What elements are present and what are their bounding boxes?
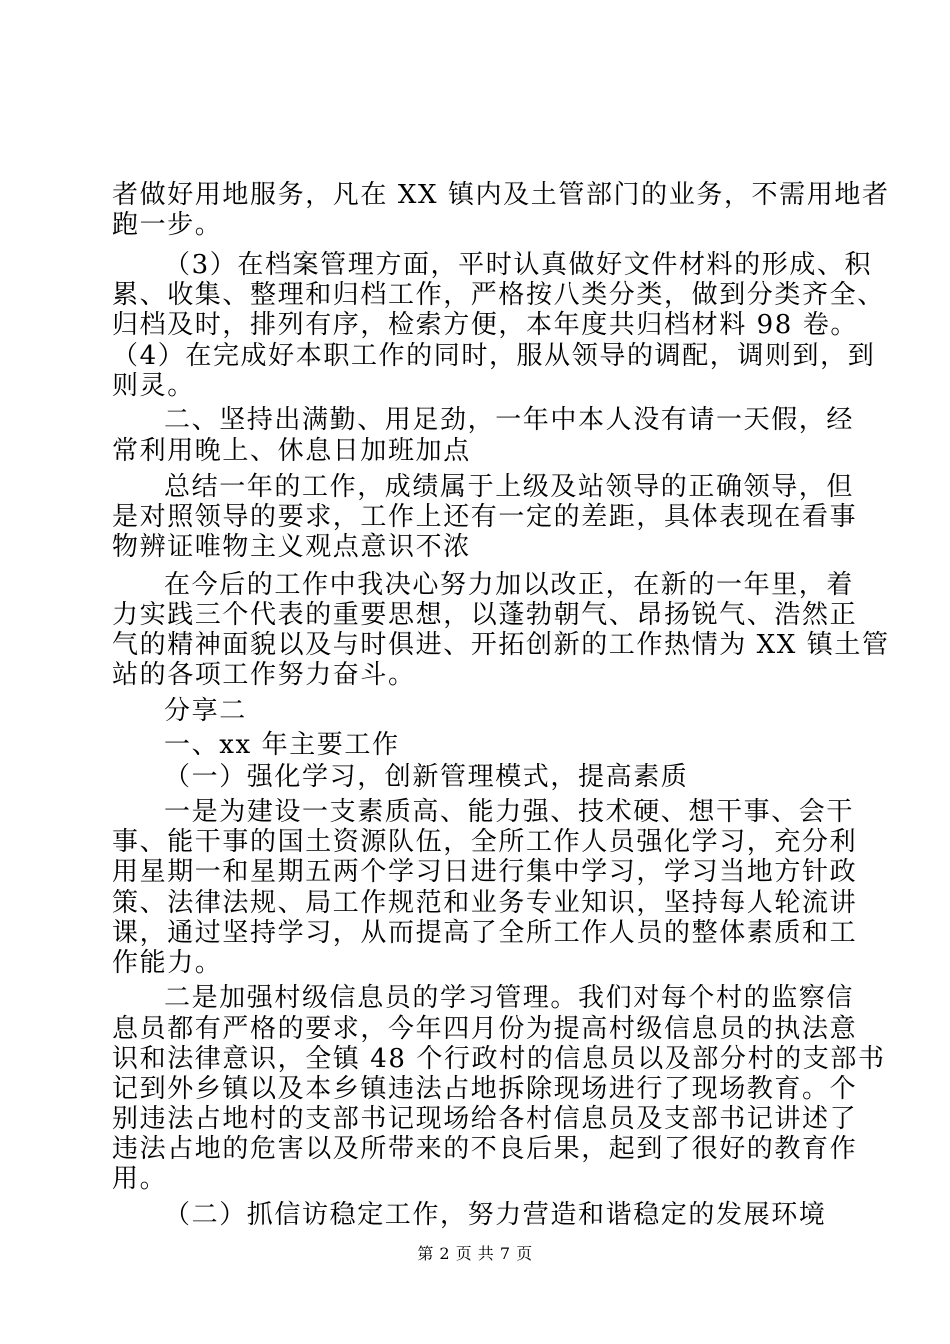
text-line: 一是为建设一支素质高、能力强、技术硬、想干事、会干 [164, 796, 855, 827]
text-line: 分享二 [164, 695, 247, 726]
text-line: 识和法律意识，全镇 48 个行政村的信息员以及部分村的支部书 [112, 1043, 886, 1074]
text-line: 站的各项工作努力奋斗。 [112, 660, 416, 691]
text-line: 常利用晚上、休息日加班加点 [112, 435, 471, 466]
page-number-footer: 第 2 页 共 7 页 [417, 1244, 533, 1263]
text-line: 违法占地的危害以及所带来的不良后果，起到了很好的教育作 [112, 1134, 858, 1165]
text-line: 记到外乡镇以及本乡镇违法占地拆除现场进行了现场教育。个 [112, 1073, 858, 1104]
text-line: 别违法占地村的支部书记现场给各村信息员及支部书记讲述了 [112, 1104, 858, 1135]
text-line: 则灵。 [112, 370, 195, 401]
text-line: 物辨证唯物主义观点意识不浓 [112, 532, 471, 563]
text-line: 策、法律法规、局工作规范和业务专业知识，坚持每人轮流讲 [112, 887, 858, 918]
text-line: （3）在档案管理方面，平时认真做好文件材料的形成、积 [164, 250, 873, 281]
text-line: 跑一步。 [112, 210, 223, 241]
text-line: 在今后的工作中我决心努力加以改正，在新的一年里，着 [164, 569, 855, 600]
text-line: 作能力。 [112, 947, 223, 978]
text-line: 课，通过坚持学习，从而提高了全所工作人员的整体素质和工 [112, 917, 858, 948]
text-line: 二、坚持出满勤、用足劲，一年中本人没有请一天假，经 [164, 405, 855, 436]
text-line: 事、能干事的国土资源队伍，全所工作人员强化学习，充分利 [112, 827, 858, 858]
text-line: 归档及时，排列有序，检索方便，本年度共归档材料 98 卷。 [112, 310, 859, 341]
text-line: 二是加强村级信息员的学习管理。我们对每个村的监察信 [164, 983, 855, 1014]
text-line: 是对照领导的要求，工作上还有一定的差距，具体表现在看事 [112, 502, 858, 533]
text-line: （4）在完成好本职工作的同时，服从领导的调配，调则到，到 [112, 340, 876, 371]
text-line: （二）抓信访稳定工作，努力营造和谐稳定的发展环境 [164, 1200, 827, 1230]
text-line: 者做好用地服务，凡在 XX 镇内及土管部门的业务，不需用地者 [112, 180, 890, 210]
text-line: 用。 [112, 1164, 168, 1195]
text-line: 累、收集、整理和归档工作，严格按八类分类，做到分类齐全、 [112, 280, 885, 311]
text-line: 一、xx 年主要工作 [164, 729, 400, 760]
text-line: 用星期一和星期五两个学习日进行集中学习，学习当地方针政 [112, 857, 858, 888]
text-line: 气的精神面貌以及与时俱进、开拓创新的工作热情为 XX 镇土管 [112, 630, 890, 661]
text-line: （一）强化学习，创新管理模式，提高素质 [164, 762, 689, 793]
text-line: 息员都有严格的要求，今年四月份为提高村级信息员的执法意 [112, 1013, 858, 1044]
text-line: 总结一年的工作，成绩属于上级及站领导的正确领导，但 [164, 472, 855, 503]
text-line: 力实践三个代表的重要思想，以蓬勃朝气、昂扬锐气、浩然正 [112, 599, 858, 630]
